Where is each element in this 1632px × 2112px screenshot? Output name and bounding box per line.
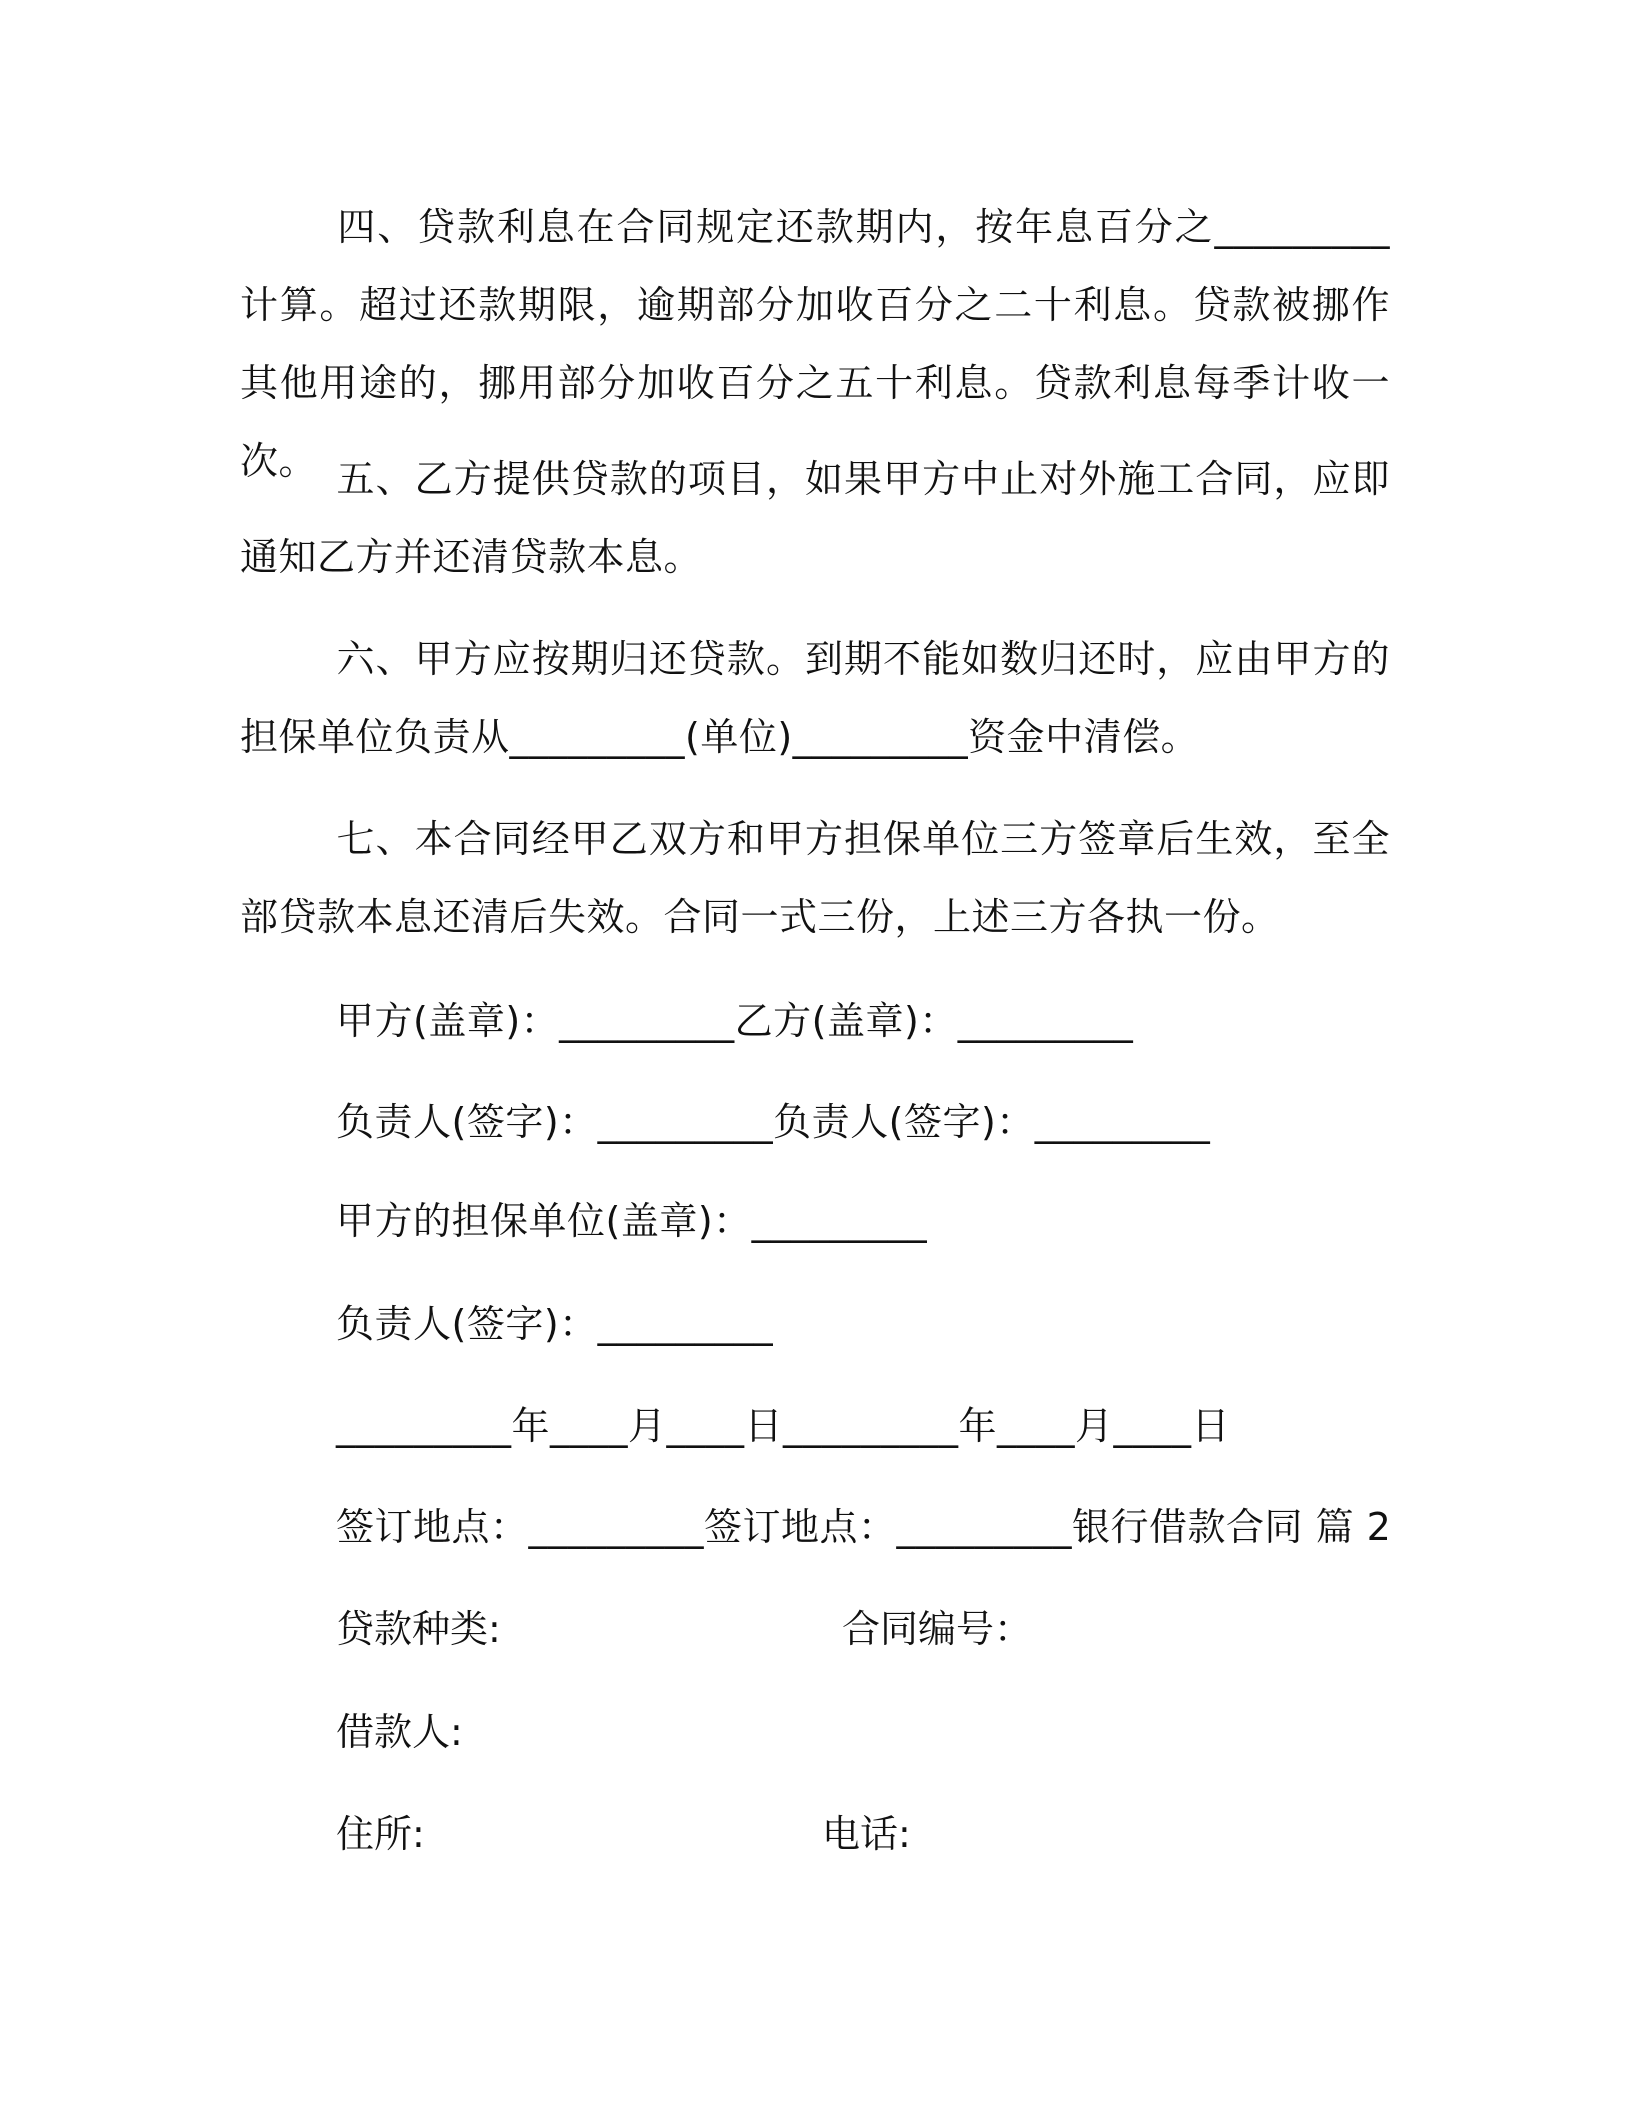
signing-dates-line: _________年____月____日_________年____月____日	[336, 1404, 1231, 1448]
clause-7	[240, 800, 1390, 956]
guarantor-seal-line: 甲方的担保单位(盖章)：_________	[336, 1199, 928, 1243]
guarantor-responsible-line: 负责人(签字)：_________	[336, 1302, 774, 1346]
clause-6	[240, 620, 1390, 776]
clause-5	[240, 440, 1390, 596]
borrower-label: 借款人:	[336, 1710, 463, 1754]
clause-7-text: 七、本合同经甲乙双方和甲方担保单位三方签章后生效，至全部贷款本息还清后失效。合同一式三份，上述三方各执一份。	[240, 817, 1390, 939]
clause-6-text: 六、甲方应按期归还贷款。到期不能如数归还时，应由甲方的担保单位负责从_________(单位)_________资金中清偿。	[240, 637, 1390, 759]
party-seals-line: 甲方(盖章)：_________乙方(盖章)：_________	[336, 999, 1134, 1043]
contract-number-label: 合同编号：	[842, 1607, 1033, 1651]
address-label: 住所:	[336, 1812, 425, 1856]
clause-5-text: 五、乙方提供贷款的项目，如果甲方中止对外施工合同，应即通知乙方并还清贷款本息。	[240, 457, 1390, 579]
loan-type-label: 贷款种类:	[336, 1607, 501, 1651]
responsible-signs-line: 负责人(签字)：_________负责人(签字)：_________	[336, 1100, 1211, 1144]
signing-places-line: 签订地点：_________签订地点：_________银行借款合同 篇 2	[336, 1505, 1392, 1549]
clause-4-text: 四、贷款利息在合同规定还款期内，按年息百分之_________计算。超过还款期限，逾期部分加收百分之二十利息。贷款被挪作其他用途的，挪用部分加收百分之五十利息。贷款利息每季计收一次。	[240, 205, 1390, 483]
phone-label: 电话:	[822, 1812, 911, 1856]
